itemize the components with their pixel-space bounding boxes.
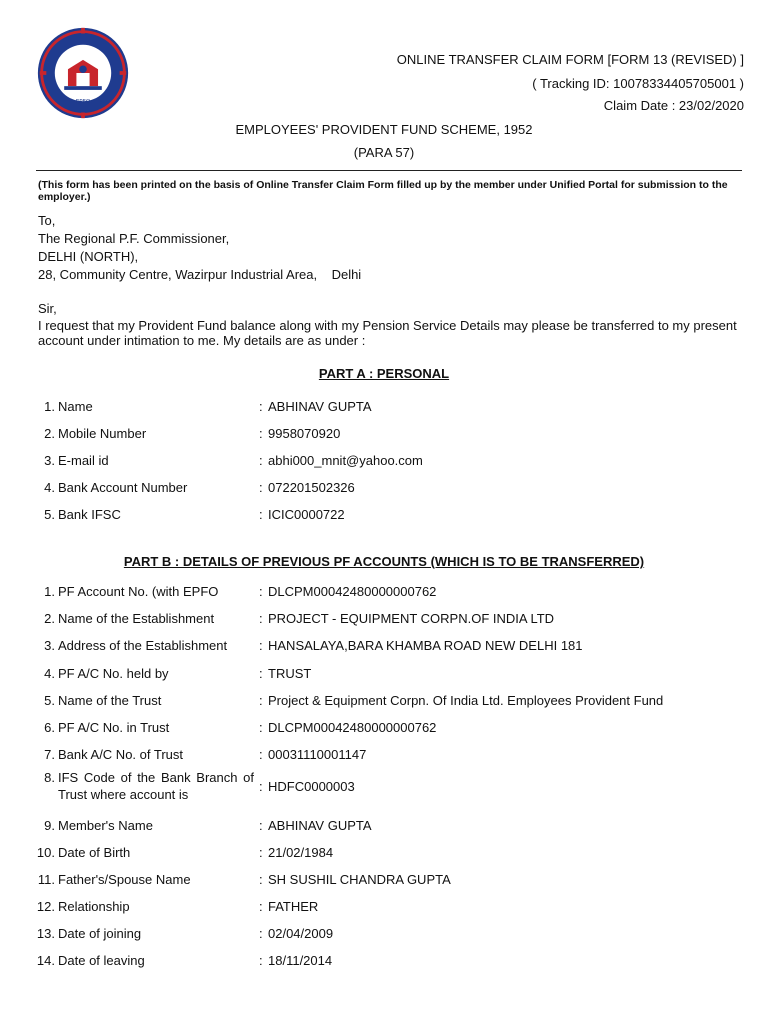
row-label: Date of Birth [58, 845, 131, 860]
row-colon: : [259, 399, 263, 414]
row-number: 9. [44, 818, 55, 833]
scheme-title: EMPLOYEES' PROVIDENT FUND SCHEME, 1952 [235, 122, 533, 137]
row-value: DLCPM00042480000000762 [268, 720, 437, 735]
row-colon: : [259, 720, 263, 735]
row-label: E-mail id [58, 453, 109, 468]
row-value: Project & Equipment Corpn. Of India Ltd. Employees Provident Fund [268, 693, 664, 708]
row-value: ABHINAV GUPTA [268, 818, 372, 833]
row-colon: : [259, 953, 263, 968]
row-value: TRUST [268, 666, 312, 681]
row-value: HDFC0000003 [268, 779, 355, 794]
row-value: 00031110001147 [268, 747, 367, 762]
row-colon: : [259, 693, 263, 708]
row-number: 5. [44, 507, 55, 522]
tracking-id: ( Tracking ID: 10078334405705001 ) [532, 76, 744, 91]
row-value: FATHER [268, 899, 319, 914]
part-b-title: PART B : DETAILS OF PREVIOUS PF ACCOUNTS (WHICH IS TO BE TRANSFERRED) [123, 554, 645, 569]
row-number: 1. [44, 399, 55, 414]
row-label: Bank IFSC [58, 507, 121, 522]
address-to: To, [38, 213, 56, 228]
row-colon: : [259, 818, 263, 833]
row-value: 9958070920 [268, 426, 341, 441]
row-label: Bank Account Number [58, 480, 188, 495]
row-label: Bank A/C No. of Trust [58, 747, 183, 762]
row-colon: : [259, 584, 263, 599]
row-value: abhi000_mnit@yahoo.com [268, 453, 423, 468]
row-number: 2. [44, 426, 55, 441]
header-divider [36, 170, 742, 171]
row-label: IFS Code of the Bank Branch of Trust where account is [58, 770, 254, 802]
claim-date: Claim Date : 23/02/2020 [603, 98, 744, 113]
row-number: 6. [44, 720, 55, 735]
row-number: 2. [44, 611, 55, 626]
address-line-1: The Regional P.F. Commissioner, [38, 231, 230, 246]
form-title: ONLINE TRANSFER CLAIM FORM [FORM 13 (REVISED) ] [396, 52, 744, 67]
row-label: Father's/Spouse Name [58, 872, 191, 887]
row-colon: : [259, 638, 263, 653]
row-label: Mobile Number [58, 426, 147, 441]
row-number: 7. [44, 747, 55, 762]
para-number: (PARA 57) [353, 145, 415, 160]
row-number: 5. [44, 693, 55, 708]
row-label: Date of joining [58, 926, 142, 941]
row-colon: : [259, 480, 263, 495]
row-label: Name of the Trust [58, 693, 162, 708]
row-value: HANSALAYA,BARA KHAMBA ROAD NEW DELHI 181 [268, 638, 583, 653]
row-value: SH SUSHIL CHANDRA GUPTA [268, 872, 451, 887]
row-label: PF A/C No. held by [58, 666, 169, 681]
row-value: 18/11/2014 [268, 953, 333, 968]
row-colon: : [259, 845, 263, 860]
epfo-emblem-logo-icon [36, 26, 130, 120]
row-label: PF Account No. (with EPFO [58, 584, 219, 599]
request-text: I request that my Provident Fund balance along with my Pension Service Details may please be transferred to my present account under intimation to me. My details are as under : [38, 318, 737, 348]
row-value: 02/04/2009 [268, 926, 334, 941]
row-colon: : [259, 872, 263, 887]
row-colon: : [259, 779, 263, 794]
row-number: 11. [37, 872, 55, 887]
row-label: Date of leaving [58, 953, 145, 968]
row-number: 3. [44, 638, 55, 653]
salutation: Sir, [38, 301, 57, 316]
row-label: Relationship [58, 899, 130, 914]
row-number: 8. [44, 770, 55, 785]
row-colon: : [259, 926, 263, 941]
row-label: PF A/C No. in Trust [58, 720, 170, 735]
row-value: PROJECT - EQUIPMENT CORPN.OF INDIA LTD [268, 611, 555, 626]
row-label: Member's Name [58, 818, 153, 833]
print-note: (This form has been printed on the basis of Online Transfer Claim Form filled up by the member under Unified Portal for submission to the employer.) [38, 179, 728, 203]
row-number: 12. [36, 899, 55, 914]
row-value: DLCPM00042480000000762 [268, 584, 437, 599]
address-line-3: 28, Community Centre, Wazirpur Industrial Area, Delhi [38, 267, 362, 282]
row-label: Name [58, 399, 93, 414]
row-value: 21/02/1984 [268, 845, 334, 860]
row-colon: : [259, 747, 263, 762]
row-colon: : [259, 507, 263, 522]
row-number: 10. [36, 845, 55, 860]
row-number: 14. [36, 953, 55, 968]
address-block [38, 212, 361, 284]
row-colon: : [259, 899, 263, 914]
row-value: ABHINAV GUPTA [268, 399, 372, 414]
address-line-2: DELHI (NORTH), [38, 249, 139, 264]
row-colon: : [259, 666, 263, 681]
row-colon: : [259, 611, 263, 626]
row-value: ICIC0000722 [268, 507, 345, 522]
row-number: 1. [44, 584, 55, 599]
row-number: 3. [44, 453, 55, 468]
row-colon: : [259, 453, 263, 468]
part-a-title: PART A : PERSONAL [318, 366, 450, 381]
row-value: 072201502326 [268, 480, 355, 495]
row-number: 4. [44, 666, 55, 681]
row-label: Name of the Establishment [58, 611, 215, 626]
row-number: 4. [44, 480, 55, 495]
row-label: Address of the Establishment [58, 638, 228, 653]
svg-text:EPFO: EPFO [75, 99, 91, 106]
row-number: 13. [36, 926, 55, 941]
row-colon: : [259, 426, 263, 441]
